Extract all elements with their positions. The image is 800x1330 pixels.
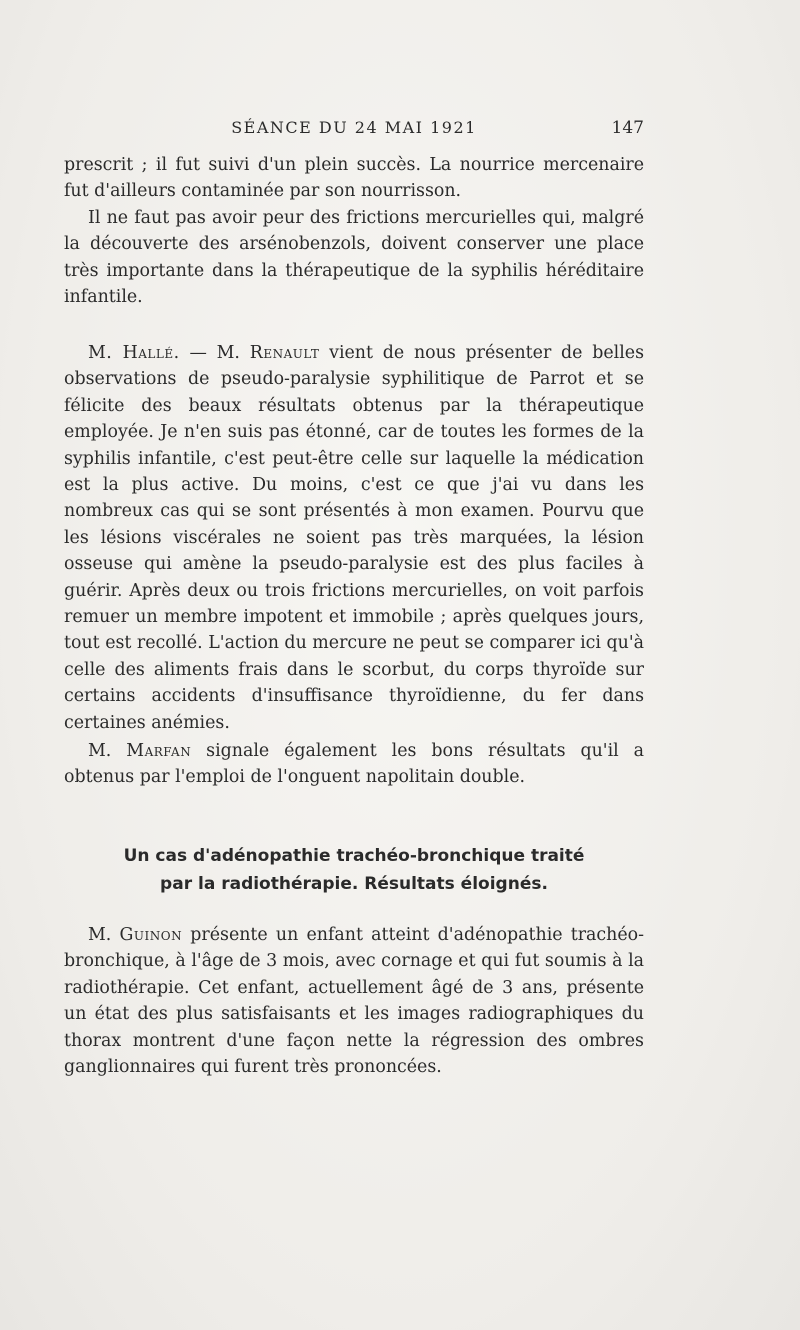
cited-name: Renault bbox=[249, 343, 320, 363]
speaker-prefix: M. bbox=[88, 741, 127, 761]
guinon-presentation bbox=[64, 922, 644, 1080]
section-title-line-1: Un cas d'adénopathie trachéo-bronchique traité bbox=[123, 846, 585, 866]
paragraph-continuation: prescrit ; il fut suivi d'un plein succès. La nourrice mercenaire fut d'ailleurs contaminée par son nourrisson. bbox=[64, 155, 644, 202]
opening-paragraphs bbox=[64, 152, 644, 310]
marfan-remark bbox=[64, 738, 644, 791]
dash-separator: — M. bbox=[179, 343, 250, 363]
speaker-prefix: M. bbox=[88, 925, 120, 945]
running-title: SÉANCE DU 24 MAI 1921 bbox=[231, 118, 477, 137]
paragraph-halle bbox=[64, 340, 644, 736]
section-title bbox=[64, 842, 644, 898]
paragraph-text: présente un enfant atteint d'adénopathie trachéo-bronchique, à l'âge de 3 mois, avec cornage et qui fut soumis à la radiothérapie. Cet enfant, actuellement âgé de 3 ans, présente un état des plus satisfaisants et les images radiographiques du thorax montrent d'une façon nette la régression des ombres ganglionnaires qui furent très prononcées. bbox=[64, 925, 644, 1078]
page-number: 147 bbox=[611, 118, 644, 138]
paragraph-text: signale également les bons résultats qu'il a obtenus par l'emploi de l'onguent napolitain double. bbox=[64, 741, 644, 788]
paragraph-marfan bbox=[64, 738, 644, 791]
halle-remark bbox=[64, 340, 644, 736]
page-header bbox=[64, 118, 644, 144]
paragraph-text: vient de nous présenter de belles observations de pseudo-paralysie syphilitique de Parrot et se félicite des beaux résultats obtenus par la thérapeutique employée. Je n'en suis pas étonné, car de toutes les formes de la syphilis infantile, c'est peut-être celle sur laquelle la médication est la plus active. Du moins, c'est ce que j'ai vu dans les nombreux cas qui se sont présentés à mon examen. Pourvu que les lésions viscérales ne soient pas très marquées, la lésion osseuse qui amène la pseudo-paralysie est des plus faciles à guérir. Après deux ou trois frictions mercurielles, on voit parfois remuer un membre impotent et immobile ; après quelques jours, tout est recollé. L'action du mercure ne peut se comparer ici qu'à celle des aliments frais dans le scorbut, du corps thyroïde sur certains accidents d'insuffisance thyroïdienne, du fer dans certaines anémies. bbox=[64, 343, 645, 733]
section-title-line-2: par la radiothérapie. Résultats éloignés. bbox=[160, 874, 548, 894]
paragraph-frictions: Il ne faut pas avoir peur des frictions mercurielles qui, malgré la découverte des arsénobenzols, doivent conserver une place très importante dans la thérapeutique de la syphilis héréditaire infantile. bbox=[64, 207, 644, 308]
paragraph-guinon bbox=[64, 922, 644, 1080]
speaker-name: M. Hallé. bbox=[88, 343, 180, 363]
speaker-name: Marfan bbox=[126, 741, 192, 761]
speaker-name: Guinon bbox=[119, 925, 183, 945]
